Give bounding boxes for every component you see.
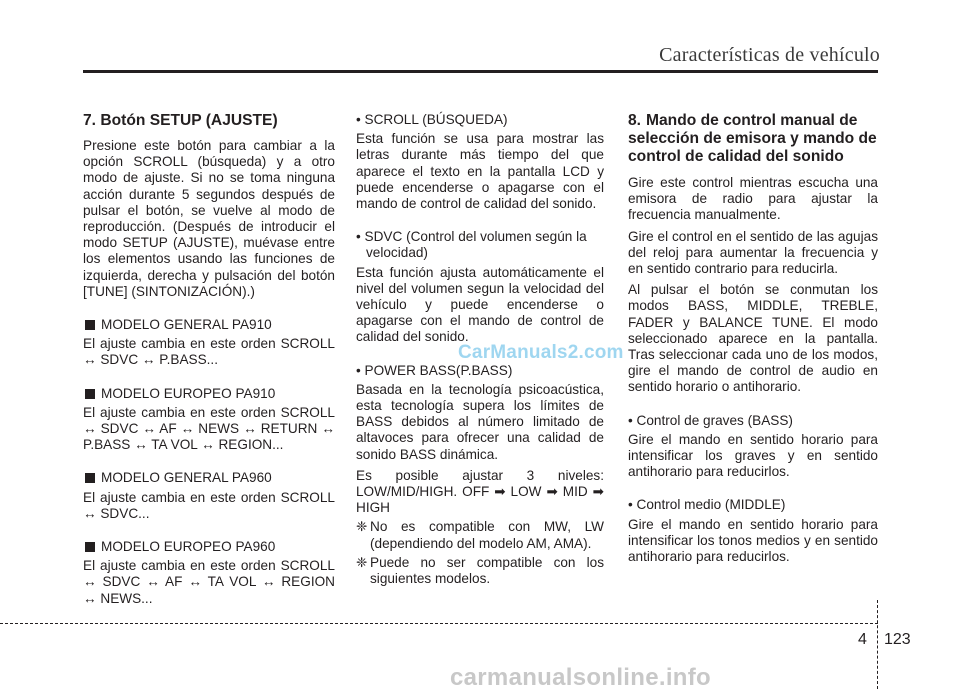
footer-site-watermark: carmanualsonline.info xyxy=(450,664,712,691)
model-sequence: El ajuste cambia en este orden SCROLL ↔ SDVC... xyxy=(83,489,335,521)
setup-intro-paragraph: Presione este botón para cambiar a la opción SCROLL (búsqueda) y a otro modo de ajuste. Si no se toma ninguna acción durante 5 segundos después de pulsar el botón, se vuelve al modo de reproducción. (Después de introducir el modo SETUP (AJUSTE), muévase entre los elementos usando las funciones de izquierda, derecha y pulsación del botón [TUNE] (SINTONIZACIÓN).) xyxy=(83,138,335,299)
model-sequence: El ajuste cambia en este orden SCROLL ↔ SDVC ↔ AF ↔ TA VOL ↔ REGION ↔ NEWS... xyxy=(83,558,335,606)
section-heading-setup: 7. Botón SETUP (AJUSTE) xyxy=(83,112,278,129)
section-heading-tuning xyxy=(628,112,878,166)
note-text: Puede no ser compatible con los siguientes modelos. xyxy=(370,554,604,587)
sdvc-bullet: • SDVC (Control del volumen según la velocidad) xyxy=(356,229,587,261)
header-rule xyxy=(83,70,878,73)
note-item xyxy=(356,555,604,587)
middle-paragraph: Gire el mando en sentido horario para intensificar los tonos medios y en sentido antihorario para reducirlos. xyxy=(628,516,878,565)
square-bullet-icon xyxy=(85,389,95,399)
levels-paragraph: Es posible ajustar 3 niveles: LOW/MID/HIGH. OFF ➡ LOW ➡ MID ➡ HIGH xyxy=(356,467,604,516)
model-sequence: El ajuste cambia en este orden SCROLL ↔ SDVC ↔ P.BASS... xyxy=(83,336,335,368)
scroll-bullet: • SCROLL (BÚSQUEDA) xyxy=(356,112,508,127)
bass-paragraph: Gire el mando en sentido horario para intensificar los graves y en sentido antihorario para reducirlos. xyxy=(628,431,878,480)
middle-bullet: • Control medio (MIDDLE) xyxy=(628,497,786,513)
pbass-paragraph: Basada en la tecnología psicoacústica, esta tecnología supera los límites de BASS debidos al número limitado de altavoces para ofrecer una calidad de sonido BASS dinámica. xyxy=(356,381,604,462)
tuning-paragraph-2: Gire el control en el sentido de las agujas del reloj para aumentar la frecuencia y en sentido contrario para reducirla. xyxy=(628,228,878,277)
chapter-number: 4 xyxy=(858,631,867,648)
tuning-paragraph-1: Gire este control mientras escucha una emisora de radio para ajustar la frecuencia manualmente. xyxy=(628,175,878,223)
model-label xyxy=(83,386,335,402)
sdvc-paragraph: Esta función ajusta automáticamente el nivel del volumen segun la velocidad del vehículo y puede encenderse o apagarse con el mando de control de calidad del sonido. xyxy=(356,264,604,345)
model-label xyxy=(83,470,335,486)
column-left xyxy=(83,112,335,624)
model-label xyxy=(83,317,335,333)
scroll-paragraph: Esta función se usa para mostrar las letras durante más tiempo del que aparece el texto en la pantalla LCD y puede encenderse o apagarse con el mando de control de calidad del sonido. xyxy=(356,131,604,212)
section-number: 8. xyxy=(628,112,642,129)
square-bullet-icon xyxy=(85,320,95,330)
footer-dashed-divider xyxy=(877,600,878,689)
model-label-text: MODELO EUROPEO PA960 xyxy=(101,539,276,555)
bass-bullet: • Control de graves (BASS) xyxy=(628,412,793,428)
page-number: 123 xyxy=(884,631,911,648)
note-text: No es compatible con MW, LW (dependiendo del modelo AM, AMA). xyxy=(370,519,604,551)
pbass-bullet: • POWER BASS(P.BASS) xyxy=(356,362,513,378)
site-watermark-overlay: CarManuals2.com xyxy=(458,342,624,363)
model-sequence: El ajuste cambia en este orden SCROLL ↔ SDVC ↔ AF ↔ NEWS ↔ RETURN ↔ P.BASS ↔ TA VOL ↔ REGION... xyxy=(83,404,335,453)
model-label-text: MODELO EUROPEO PA910 xyxy=(101,385,276,401)
model-label-text: MODELO GENERAL PA960 xyxy=(101,470,272,486)
footer-dashed-rule xyxy=(0,623,878,624)
section-heading-text: Mando de control manual de selección de emisora y mando de control de calidad del sonido xyxy=(628,112,877,165)
model-label xyxy=(83,539,335,555)
note-item xyxy=(356,519,604,551)
note-mark-icon: ❈ xyxy=(356,519,368,535)
square-bullet-icon xyxy=(85,473,95,483)
note-mark-icon: ❈ xyxy=(356,554,368,570)
column-right xyxy=(628,112,878,582)
tuning-paragraph-3: Al pulsar el botón se conmutan los modos BASS, MIDDLE, TREBLE, FADER y BALANCE TUNE. El modo seleccionado aparece en la pantalla. Tras seleccionar cada uno de los modos, gire el mando de control de audio en sentido horario o antihorario. xyxy=(628,282,878,395)
running-header-title: Características de vehículo xyxy=(659,44,880,66)
model-label-text: MODELO GENERAL PA910 xyxy=(101,317,272,333)
square-bullet-icon xyxy=(85,542,95,552)
